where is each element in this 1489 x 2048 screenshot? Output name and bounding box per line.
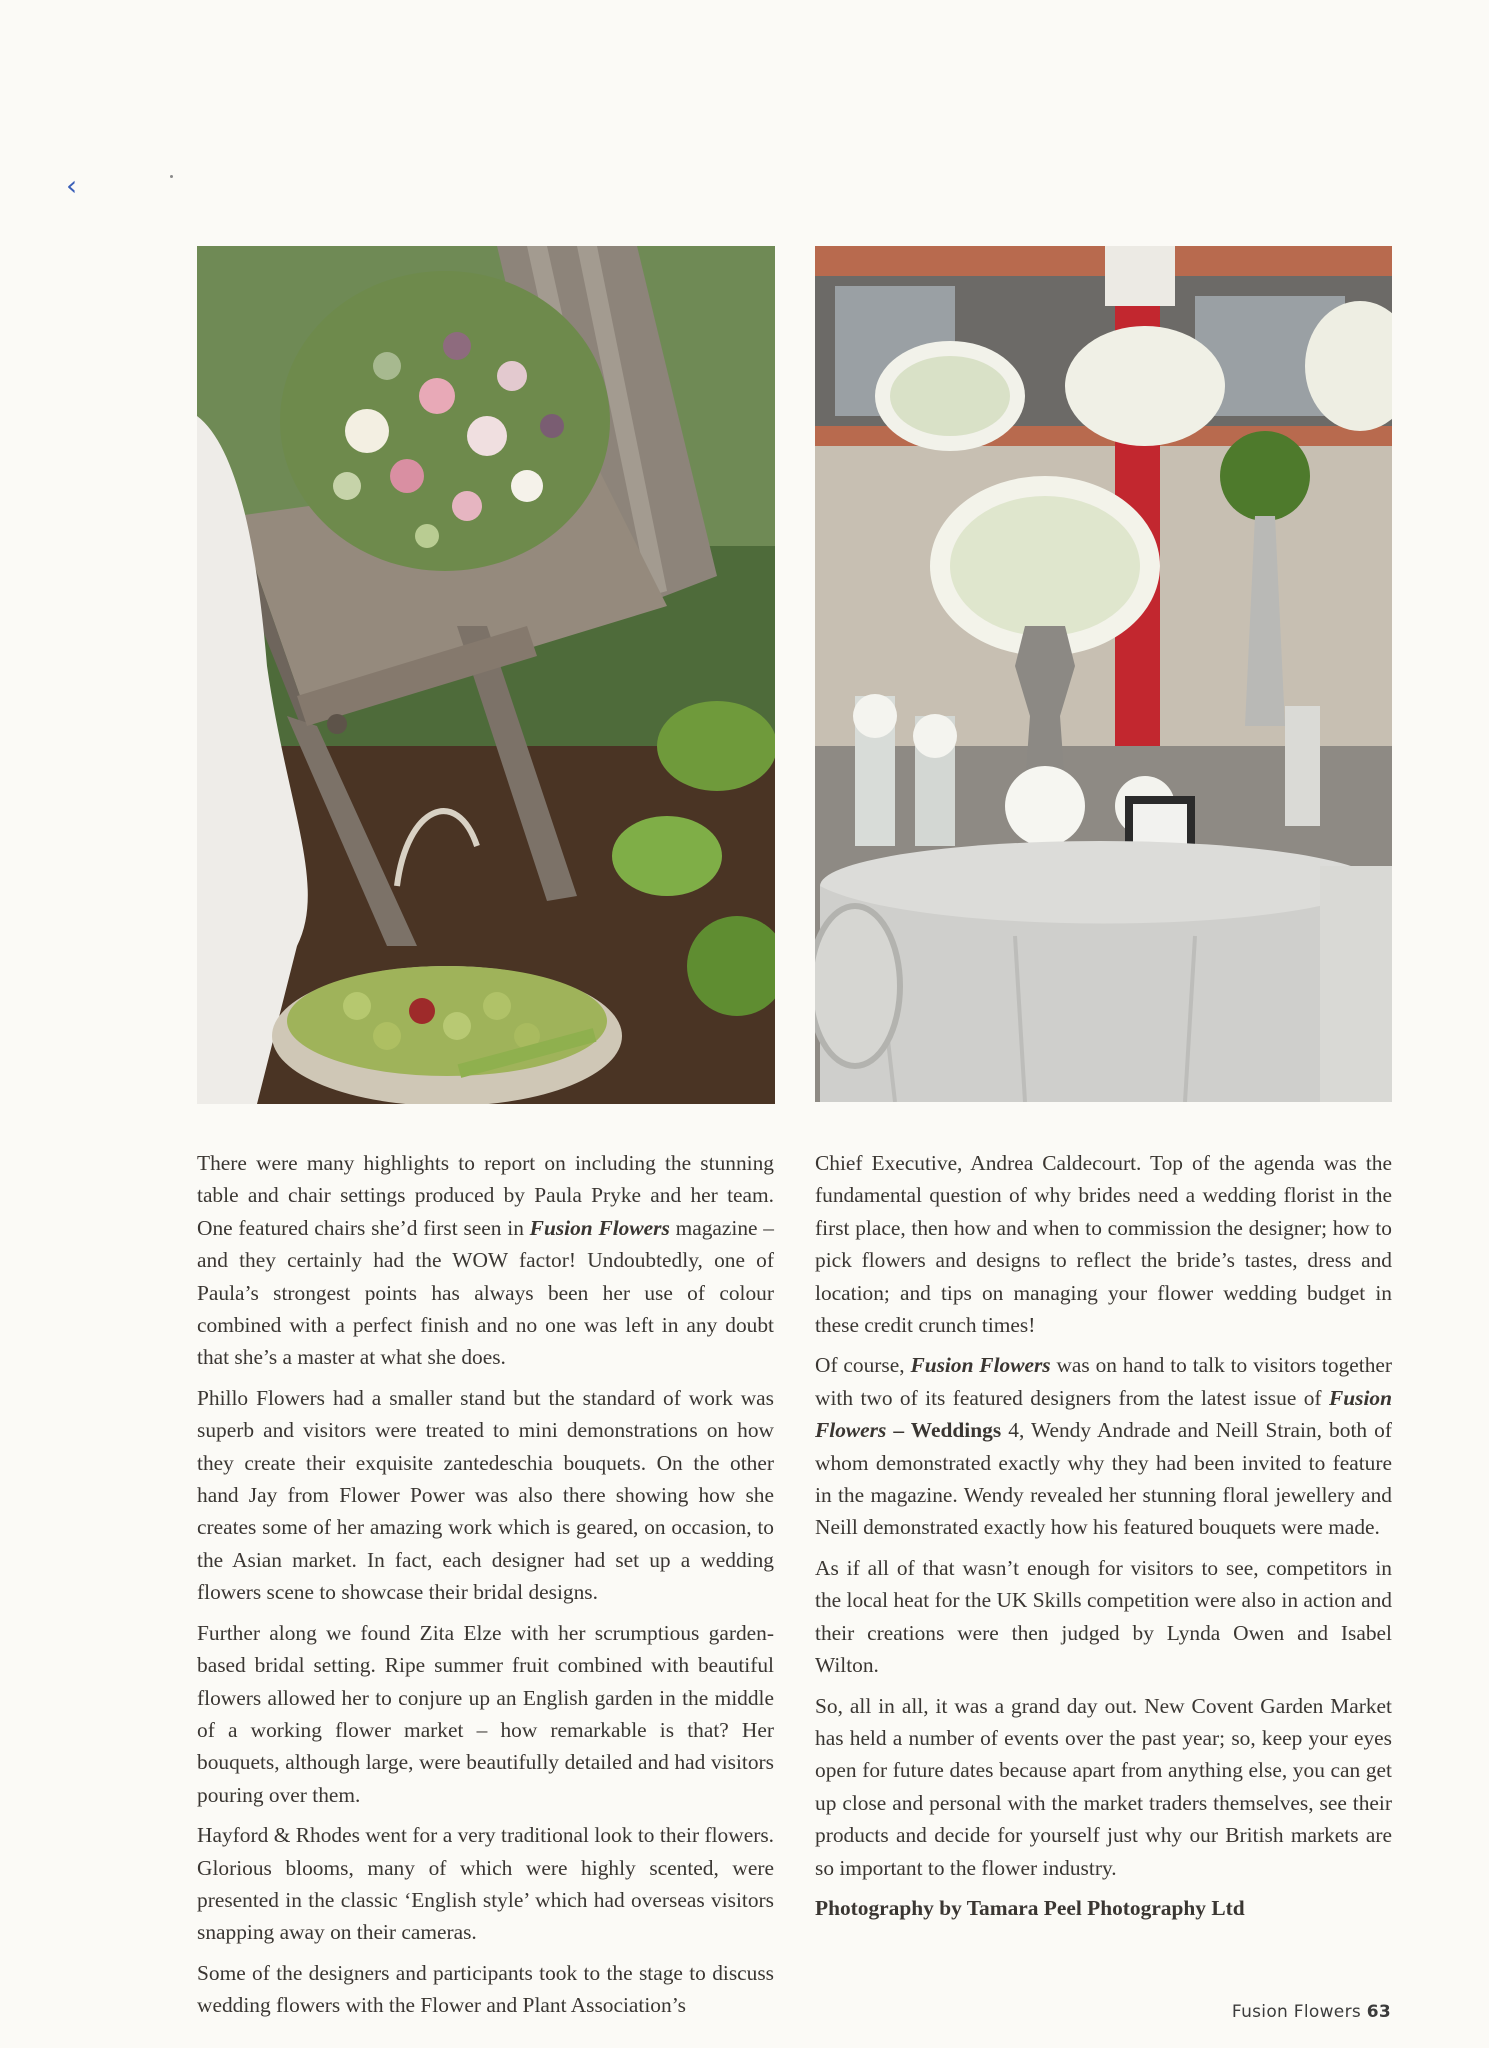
article-column-left (197, 1147, 774, 2030)
paragraph-text: There were many highlights to report on including the stunning table and chair settings produced by Paula Pryke and her team. One featured chairs she’d first seen in (197, 1151, 774, 1240)
scan-speck (170, 175, 173, 178)
paragraph-text: was on hand to talk to visitors together with two of its featured designers from the latest issue of (815, 1353, 1393, 1410)
paragraph-fusion-flowers (815, 1349, 1392, 1543)
paragraph-text: magazine – and they certainly had the WOW factor! Undoubtedly, one of Paula’s strongest points has always been her use of colour combined with a perfect finish and no one was left in any doubt that she’s a master at what she does. (197, 1215, 774, 1370)
wedding-table-illustration (815, 246, 1392, 1102)
magazine-title: Fusion Flowers (910, 1353, 1051, 1378)
paragraph-uk-skills: As if all of that wasn’t enough for visitors to see, competitors in the local heat for the UK Skills competition were also in action and their creations were then judged by Lynda Owen and Isabel Wilton. (815, 1555, 1392, 1678)
pen-mark-icon: ‹ (66, 169, 78, 202)
photo-wedding-table (815, 246, 1392, 1102)
magazine-title: Fusion Flowers (529, 1215, 670, 1240)
paragraph-zita-elze: Further along we found Zita Elze with her scrumptious garden-based bridal setting. Ripe summer fruit combined with beautiful flowers allowed her to conjure up an English garden in the middle of a working flower market – how remarkable is that? Her bouquets, although large, were beautifully detailed and had visitors pouring over them. (197, 1620, 774, 1807)
page-footer (1232, 2002, 1391, 2022)
paragraph-grand-day-out: So, all in all, it was a grand day out. New Covent Garden Market has held a number of events over the past year; so, keep your eyes open for future dates because apart from anything else, you can get up close and personal with the market traders themselves, see their products and decide for yourself just why our British markets are so important to the flower industry. (815, 1693, 1392, 1880)
paragraph-hayford-rhodes: Hayford & Rhodes went for a very traditional look to their flowers. Glorious blooms, many of which were highly scented, were presented in the classic ‘English style’ which had overseas visitors snapping away on their cameras. (197, 1823, 774, 1945)
paragraph-phillo-flowers: Phillo Flowers had a smaller stand but the standard of work was superb and visitors were treated to mini demonstrations on how they create their exquisite zantedeschia bouquets. On the other hand Jay from Flower Power was also there showing how she creates some of her amazing work which is geared, on occasion, to the Asian market. In fact, each designer had set up a wedding flowers scene to showcase their bridal designs. (197, 1385, 774, 1605)
paragraph-stage-discussion: Some of the designers and participants took to the stage to discuss wedding flowers with the Flower and Plant Association’s (197, 1960, 774, 2018)
paragraph-chief-executive: Chief Executive, Andrea Caldecourt. Top of the agenda was the fundamental question of why brides need a wedding florist in the first place, then how and when to commission the designer; how to pick flowers and designs to reflect the bride’s tastes, dress and location; and tips on managing your flower wedding budget in these credit crunch times! (815, 1151, 1392, 1338)
page-number: 63 (1366, 2002, 1391, 2022)
footer-magazine-name: Fusion Flowers (1231, 2002, 1362, 2022)
paragraph-text: Of course, (815, 1353, 911, 1378)
photo-bouquet-chair (197, 246, 775, 1104)
issue-title: – Weddings (886, 1418, 1002, 1443)
paragraph-paula-pryke (197, 1147, 774, 1374)
magazine-title: Fusion Flowers (815, 1385, 1392, 1443)
photo-credit: Photography by Tamara Peel Photography Ltd (815, 1895, 1245, 1920)
bouquet-chair-illustration (197, 246, 775, 1104)
paragraph-text: 4, Wendy Andrade and Neill Strain, both of whom demonstrated exactly why they had been invited to feature in the magazine. Wendy revealed her stunning floral jewellery and Neill demonstrated exactly how his featured bouquets were made. (815, 1418, 1392, 1540)
article-column-right (815, 1147, 1392, 1932)
